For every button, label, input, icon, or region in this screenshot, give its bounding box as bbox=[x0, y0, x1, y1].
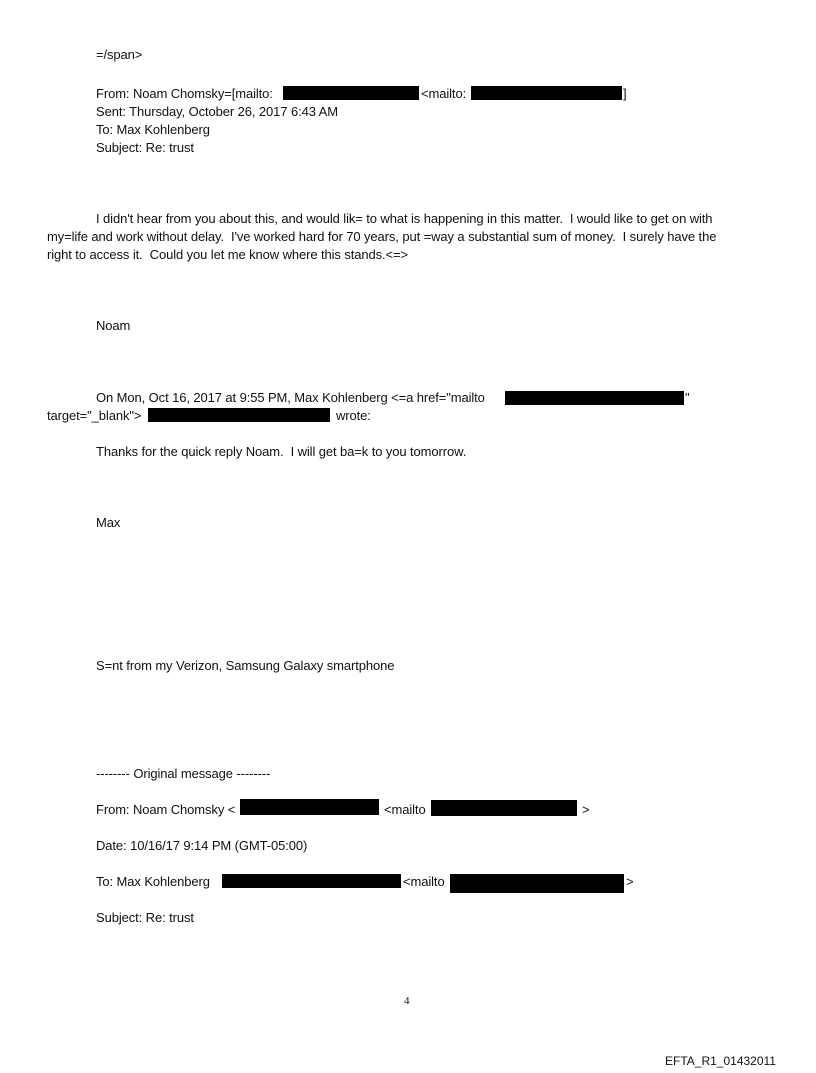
quote-header-wrote: wrote: bbox=[336, 408, 371, 423]
sent-line-1: Sent: Thursday, October 26, 2017 6:43 AM bbox=[96, 104, 338, 119]
signature-max: Max bbox=[96, 515, 121, 530]
page-number: 4 bbox=[404, 995, 410, 1007]
redaction-box bbox=[240, 799, 379, 815]
to-line-2-mailto: <mailto bbox=[403, 874, 445, 889]
subject-line-1: Subject: Re: trust bbox=[96, 140, 194, 155]
from-line-1-end: ] bbox=[623, 86, 627, 101]
redaction-box bbox=[148, 408, 330, 422]
redaction-box bbox=[222, 874, 401, 888]
body-line-1: I didn't hear from you about this, and would lik= to what is happening in this matter. I would like to get on with bbox=[96, 211, 713, 226]
from-line-2-mailto: <mailto bbox=[384, 802, 426, 817]
html-fragment-line: =/span> bbox=[96, 47, 143, 62]
redaction-box bbox=[471, 86, 622, 100]
original-message-divider: -------- Original message -------- bbox=[96, 766, 271, 781]
to-line-2: To: Max Kohlenberg bbox=[96, 874, 210, 889]
body-line-3: right to access it. Could you let me know where this stands.<=> bbox=[47, 247, 409, 262]
sent-from-line: S=nt from my Verizon, Samsung Galaxy smartphone bbox=[96, 658, 395, 673]
subject-line-2: Subject: Re: trust bbox=[96, 910, 194, 925]
from-line-2-end: > bbox=[582, 802, 590, 817]
redaction-box bbox=[450, 874, 624, 893]
from-line-2: From: Noam Chomsky < bbox=[96, 802, 236, 817]
from-line-1: From: Noam Chomsky=[mailto: bbox=[96, 86, 273, 101]
quote-header-quote-mark: " bbox=[685, 390, 690, 405]
date-line-2: Date: 10/16/17 9:14 PM (GMT-05:00) bbox=[96, 838, 308, 853]
reply-thanks-line: Thanks for the quick reply Noam. I will get ba=k to you tomorrow. bbox=[96, 444, 467, 459]
bates-stamp: EFTA_R1_01432011 bbox=[665, 1054, 776, 1068]
redaction-box bbox=[431, 800, 577, 816]
quote-header-line-1: On Mon, Oct 16, 2017 at 9:55 PM, Max Kohlenberg <=a href="mailto bbox=[96, 390, 485, 405]
redaction-box bbox=[505, 391, 684, 405]
redaction-box bbox=[283, 86, 419, 100]
body-line-2: my=life and work without delay. I've worked hard for 70 years, put =way a substantial sum of money. I surely have the bbox=[47, 229, 717, 244]
signature-noam: Noam bbox=[96, 318, 131, 333]
to-line-1: To: Max Kohlenberg bbox=[96, 122, 210, 137]
from-line-1-mailto: <mailto: bbox=[421, 86, 467, 101]
to-line-2-end: > bbox=[626, 874, 634, 889]
quote-header-line-2: target="_blank"> bbox=[47, 408, 142, 423]
